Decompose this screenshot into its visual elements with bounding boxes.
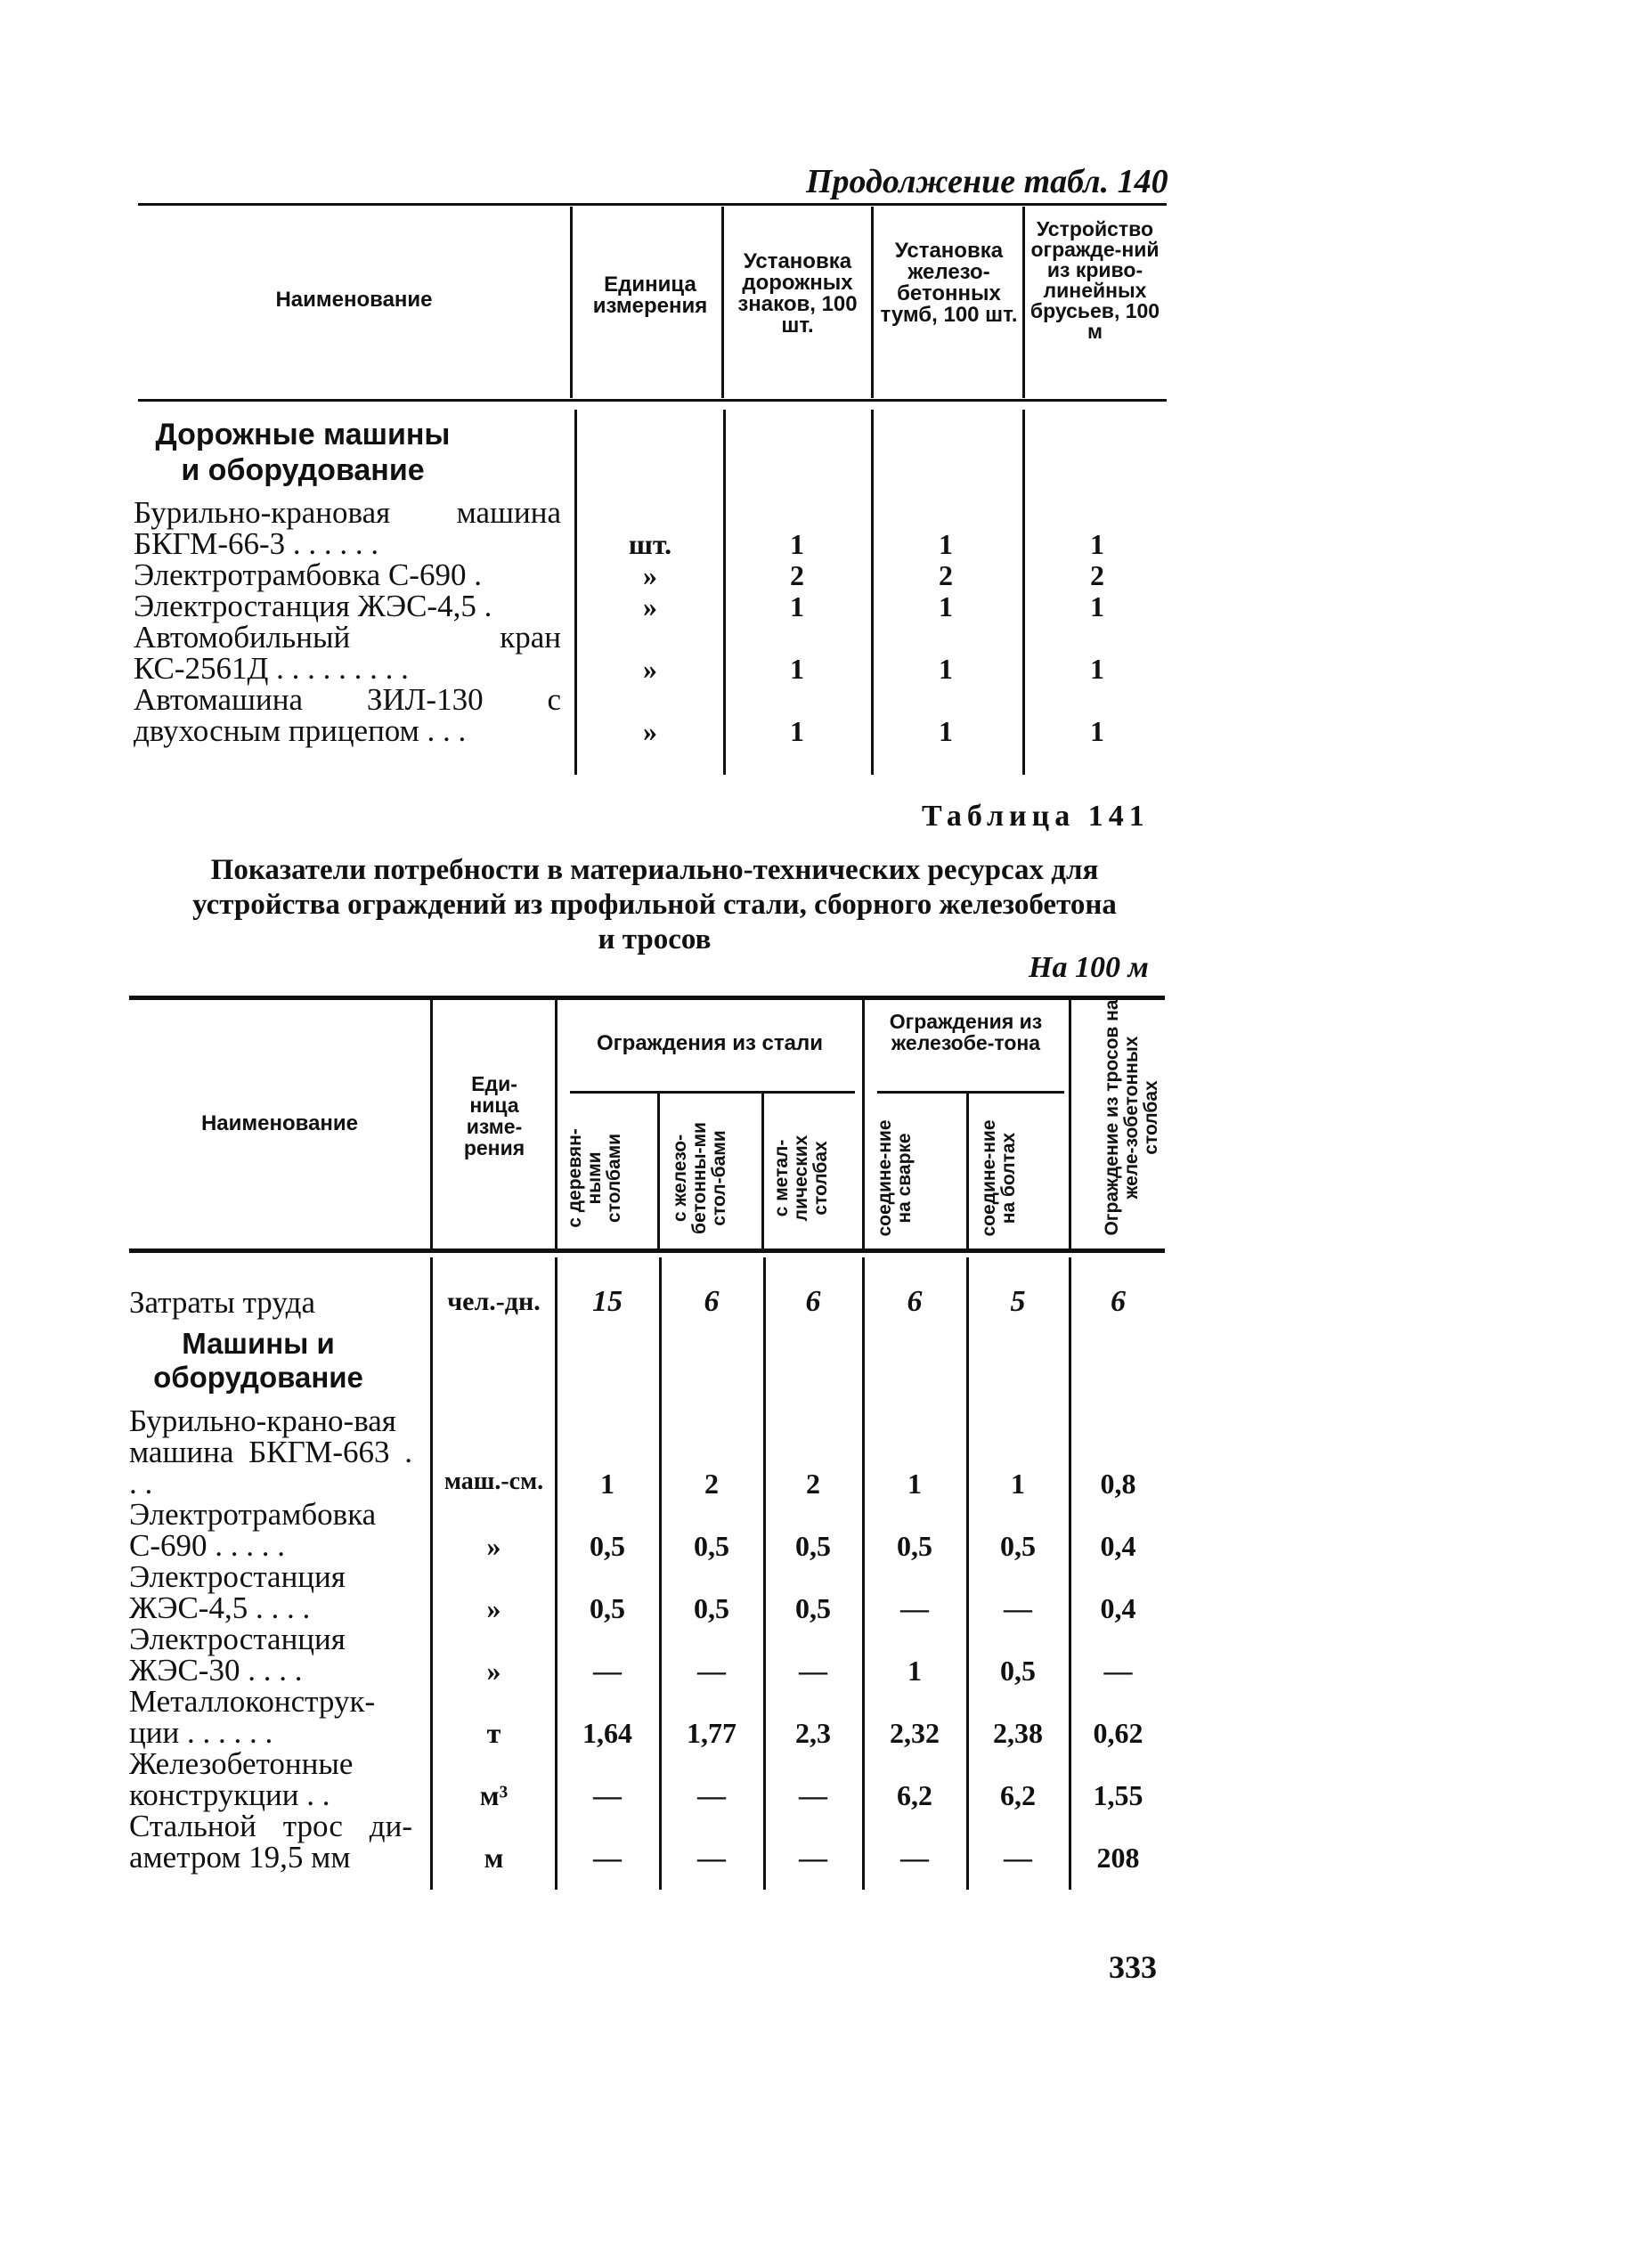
t141-row-6-name: Железобетонные конструкции . . xyxy=(129,1746,354,1812)
t140-row-5-name: Автомашина ЗИЛ-130 с двухосным прицепом . . . xyxy=(134,682,561,748)
t141-row-3-v1: 0,5 xyxy=(590,1592,625,1624)
t141-row-1-v6: 0,8 xyxy=(1100,1468,1136,1500)
t141-labor-v5: 5 xyxy=(1010,1285,1026,1318)
t141-row-7-unit: м xyxy=(484,1842,504,1874)
t140-row-4-unit: » xyxy=(643,653,657,685)
t140-header-unit: Единица измерения xyxy=(592,272,708,318)
t141-row-7-v1: — xyxy=(593,1842,622,1874)
t141-row-5-v1: 1,64 xyxy=(582,1717,632,1749)
t141-row-5-unit: т xyxy=(486,1717,501,1749)
t141-row-5-v5: 2,38 xyxy=(993,1717,1043,1749)
t141-row-1-name: Бурильно-крано-вая машина БКГМ-663 . . . xyxy=(129,1403,412,1501)
t140-header-bars: Устройство огражде-ний из криво-линейных брусьев, 100 м xyxy=(1029,217,1160,343)
t141-row-2-v4: 0,5 xyxy=(897,1530,932,1562)
t141-row-3-v2: 0,5 xyxy=(694,1592,729,1624)
t141-row-6-v6: 1,55 xyxy=(1093,1779,1143,1811)
t141-row-1-v4: 1 xyxy=(907,1468,922,1500)
t141-row-3-v3: 0,5 xyxy=(795,1592,831,1624)
t141-header-wood-posts: с деревян-ными столбами xyxy=(565,1128,624,1228)
t140-row-5-v2: 1 xyxy=(939,715,953,747)
t141-row-4-v3: — xyxy=(799,1655,827,1687)
t140-row-2-unit: » xyxy=(643,559,657,591)
t140-row-5-v3: 1 xyxy=(1090,715,1104,747)
t141-title: Показатели потребности в материально-технических ресурсах для устройства ограждений из профильной стали, сборного железобетона и тросов xyxy=(192,854,1117,956)
t140-row-3-unit: » xyxy=(643,590,657,622)
t141-row-2-name: Электротрамбовка С-690 . . . . . xyxy=(129,1497,377,1563)
t141-row-6-v4: 6,2 xyxy=(897,1779,932,1811)
t141-row-1-unit: маш.-см. xyxy=(444,1468,544,1495)
continuation-label: Продолжение табл. 140 xyxy=(806,163,1168,200)
t140-row-1-v3: 1 xyxy=(1090,528,1104,560)
t140-row-2-v3: 2 xyxy=(1090,559,1104,591)
t141-row-5-name: Металлоконструк-ции . . . . . . xyxy=(129,1684,376,1750)
t140-header-pillars: Установка железо-бетонных тумб, 100 шт. xyxy=(880,239,1018,327)
t141-row-6-v5: 6,2 xyxy=(1000,1779,1036,1811)
t141-row-6-v1: — xyxy=(593,1779,622,1811)
page-number: 333 xyxy=(1109,1949,1157,1985)
t141-label: Таблица 141 xyxy=(922,800,1150,833)
t141-per-unit: На 100 м xyxy=(1029,951,1149,984)
t140-row-2-name: Электротрамбовка С-690 . xyxy=(134,557,482,592)
t141-labor-v6: 6 xyxy=(1111,1285,1126,1318)
t141-row-7-v4: — xyxy=(900,1842,929,1874)
t141-row-6-unit: м³ xyxy=(479,1779,509,1811)
t141-row-7-v6: 208 xyxy=(1096,1842,1140,1874)
t141-row-3-v4: — xyxy=(900,1592,929,1624)
t141-row-2-v5: 0,5 xyxy=(1000,1530,1036,1562)
t140-row-4-name: Автомобильный кран КС-2561Д . . . . . . . . . xyxy=(134,620,561,686)
t140-row-5-v1: 1 xyxy=(790,715,804,747)
t140-row-4-v2: 1 xyxy=(939,653,953,685)
t140-row-1-v2: 1 xyxy=(939,528,953,560)
t141-header-rope: Ограждение из тросов на желе-зобетонных столбах xyxy=(1102,999,1161,1236)
t141-row-4-v4: 1 xyxy=(907,1655,922,1687)
t141-row-7-name: Стальной трос ди-аметром 19,5 мм xyxy=(129,1809,412,1875)
t141-row-3-v5: — xyxy=(1004,1592,1032,1624)
t140-row-2-v2: 2 xyxy=(939,559,953,591)
t141-row-7-v5: — xyxy=(1004,1842,1032,1874)
t141-row-2-v1: 0,5 xyxy=(590,1530,625,1562)
t141-row-4-name: Электростанция ЖЭС-30 . . . . xyxy=(129,1622,346,1688)
t141-labor-v2: 6 xyxy=(704,1285,720,1318)
t140-row-3-v1: 1 xyxy=(790,590,804,622)
t141-row-4-v2: — xyxy=(697,1655,726,1687)
t141-row-1-v3: 2 xyxy=(806,1468,820,1500)
t141-row-3-unit: » xyxy=(486,1592,501,1624)
t141-row-7-v3: — xyxy=(799,1842,827,1874)
t141-row-5-v6: 0,62 xyxy=(1093,1717,1143,1749)
t140-header-signs: Установка дорожных знаков, 100 шт. xyxy=(737,249,858,338)
t140-row-2-v1: 2 xyxy=(790,559,804,591)
t140-row-1-unit: шт. xyxy=(628,528,672,560)
t141-row-7-v2: — xyxy=(697,1842,726,1874)
t141-row-4-v1: — xyxy=(593,1655,622,1687)
t141-header-metal-posts: с метал-лических столбах xyxy=(771,1135,831,1222)
t141-row-1-v2: 2 xyxy=(704,1468,719,1500)
t141-labor-unit: чел.-дн. xyxy=(447,1287,541,1316)
t141-header-rc-posts: с железо-бетонны-ми стол-бами xyxy=(670,1122,729,1234)
t141-row-3-name: Электростанция ЖЭС-4,5 . . . . xyxy=(129,1559,346,1625)
t141-row-1-v5: 1 xyxy=(1011,1468,1025,1500)
t140-row-1-v1: 1 xyxy=(790,528,804,560)
t140-row-5-unit: » xyxy=(643,715,657,747)
t141-labor-v1: 15 xyxy=(592,1285,623,1318)
t141-labor-v4: 6 xyxy=(907,1285,923,1318)
t141-row-4-v6: — xyxy=(1103,1655,1133,1687)
t141-header-rc-group: Ограждения из железобе-тона xyxy=(889,1010,1043,1054)
t140-row-4-v1: 1 xyxy=(790,653,804,685)
t141-row-5-v4: 2,32 xyxy=(890,1717,940,1749)
t141-header-steel-group: Ограждения из стали xyxy=(597,1031,823,1055)
t140-row-3-v3: 1 xyxy=(1090,590,1104,622)
t141-row-2-v6: 0,4 xyxy=(1100,1530,1136,1562)
t140-row-4-v3: 1 xyxy=(1090,653,1104,685)
t140-row-1-name: Бурильно-крановая машина БКГМ-66-3 . . . . . . xyxy=(134,495,561,561)
t141-labor-name: Затраты труда xyxy=(129,1285,315,1320)
t140-row-3-name: Электростанция ЖЭС-4,5 . xyxy=(134,589,492,623)
t141-row-1-v1: 1 xyxy=(600,1468,614,1500)
t141-row-2-unit: » xyxy=(486,1530,501,1562)
t141-section-title: Машины и оборудование xyxy=(153,1327,363,1394)
t141-row-5-v2: 1,77 xyxy=(687,1717,736,1749)
t141-row-6-v3: — xyxy=(799,1779,827,1811)
t141-header-unit: Еди-ница изме-рения xyxy=(463,1072,525,1159)
t140-header-name: Наименование xyxy=(275,288,433,312)
t141-row-3-v6: 0,4 xyxy=(1100,1592,1136,1624)
t141-row-4-v5: 0,5 xyxy=(1000,1655,1036,1687)
t141-row-6-v2: — xyxy=(697,1779,726,1811)
t141-row-2-v2: 0,5 xyxy=(694,1530,729,1562)
t141-header-welded: соедине-ние на сварке xyxy=(875,1119,915,1237)
t141-row-4-unit: » xyxy=(486,1655,501,1687)
t141-labor-v3: 6 xyxy=(805,1285,821,1318)
t141-header-name: Наименование xyxy=(200,1111,359,1135)
t141-header-bolted: соедине-ние на болтах xyxy=(979,1119,1019,1237)
t141-row-2-v3: 0,5 xyxy=(795,1530,831,1562)
t140-row-3-v2: 1 xyxy=(939,590,953,622)
t141-row-5-v3: 2,3 xyxy=(795,1717,831,1749)
t140-section-title: Дорожные машины и оборудование xyxy=(155,418,451,487)
